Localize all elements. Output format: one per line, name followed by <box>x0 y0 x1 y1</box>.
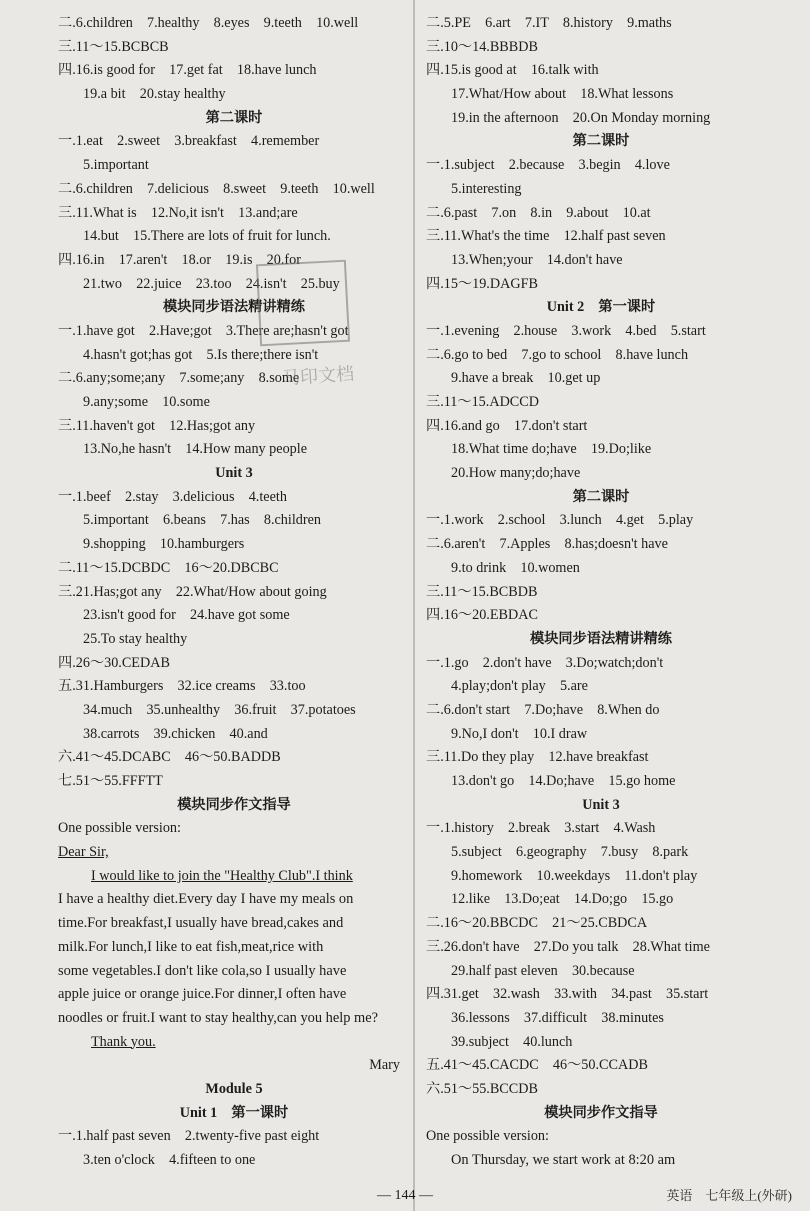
left-line: Unit 1 第一课时 <box>179 1104 289 1121</box>
right-line: 19.in the afternoon 20.On Monday morning <box>451 109 711 126</box>
right-line: 三.10～14.BBBDB <box>426 38 538 55</box>
right-line: 第二课时 <box>572 133 630 150</box>
right-line: 20.How many;do;have <box>451 465 581 482</box>
stamp-box <box>256 260 350 347</box>
right-line: 三.11.What's the time 12.half past seven <box>426 228 666 245</box>
left-line: 二.6.any;some;any 7.some;any 8.some <box>58 370 300 387</box>
left-line: 一.1.beef 2.stay 3.delicious 4.teeth <box>58 488 287 505</box>
left-line: 9.shopping 10.hamburgers <box>83 536 245 553</box>
left-line: Module 5 <box>205 1080 263 1097</box>
left-line: I have a healthy diet.Every day I have my meals on <box>58 891 354 908</box>
right-line: 四.15.is good at 16.talk with <box>426 62 599 79</box>
right-line: 三.11～15.ADCCD <box>426 394 539 410</box>
left-line: 二.6.children 7.healthy 8.eyes 9.teeth 10.well <box>58 15 359 31</box>
page-number: — 144 — <box>377 1188 433 1203</box>
left-line: 二.6.children 7.delicious 8.sweet 9.teeth 10.well <box>58 180 375 197</box>
right-line: 9.to drink 10.women <box>451 559 580 576</box>
left-line: 13.No,he hasn't 14.How many people <box>83 441 308 458</box>
right-line: 29.half past eleven 30.because <box>451 962 635 979</box>
right-line: 一.1.work 2.school 3.lunch 4.get 5.play <box>426 512 694 529</box>
left-line: Unit 3 <box>215 465 253 482</box>
right-line: 四.15～19.DAGFB <box>426 275 538 292</box>
right-line: 三.11.Do they play 12.have breakfast <box>426 749 649 766</box>
left-line: some vegetables.I don't like cola,so I usually have <box>58 962 347 979</box>
left-line: 二.11～15.DCBDC 16～20.DBCBC <box>58 559 279 576</box>
right-line: 三.26.don't have 27.Do you talk 28.What time <box>426 938 710 955</box>
right-line: 一.1.subject 2.because 3.begin 4.love <box>426 157 670 174</box>
right-line: 二.5.PE 6.art 7.IT 8.history 9.maths <box>426 15 672 31</box>
right-line: 9.have a break 10.get up <box>451 370 601 387</box>
right-line: 一.1.go 2.don't have 3.Do;watch;don't <box>426 654 664 671</box>
left-line: 34.much 35.unhealthy 36.fruit 37.potatoes <box>83 701 356 718</box>
right-line: 36.lessons 37.difficult 38.minutes <box>451 1009 664 1026</box>
left-column <box>58 12 410 1173</box>
left-line: apple juice or orange juice.For dinner,I often have <box>58 986 347 1003</box>
column-divider <box>413 0 415 1211</box>
left-line: 三.11～15.BCBCB <box>58 38 169 55</box>
right-line: 9.homework 10.weekdays 11.don't play <box>451 867 698 884</box>
right-line: 六.51～55.BCCDB <box>426 1080 538 1097</box>
left-line: 14.but 15.There are lots of fruit for lunch. <box>83 228 331 245</box>
left-line: One possible version: <box>58 820 181 837</box>
right-line: 第二课时 <box>572 488 630 505</box>
right-line: One possible version: <box>426 1128 549 1145</box>
right-line: 5.interesting <box>451 180 522 197</box>
right-line: 18.What time do;have 19.Do;like <box>451 441 652 458</box>
right-line: 5.subject 6.geography 7.busy 8.park <box>451 844 689 861</box>
left-line: 一.1.have got 2.Have;got 3.There are;hasn't got <box>58 322 349 339</box>
left-line: 四.26～30.CEDAB <box>58 654 170 671</box>
left-line: 一.1.half past seven 2.twenty-five past eight <box>58 1128 320 1145</box>
right-line: 4.play;don't play 5.are <box>451 678 588 695</box>
right-line: 四.16.and go 17.don't start <box>426 417 588 434</box>
left-line: 一.1.eat 2.sweet 3.breakfast 4.remember <box>58 133 320 150</box>
stamp-text: 马印文档 <box>281 363 355 389</box>
left-line: 5.important 6.beans 7.has 8.children <box>83 512 321 529</box>
left-line: 模块同步语法精讲精练 <box>163 299 305 316</box>
left-line: 三.11.What is 12.No,it isn't 13.and;are <box>58 204 298 221</box>
left-line: 5.important <box>83 157 149 174</box>
right-line: 二.6.don't start 7.Do;have 8.When do <box>426 701 660 718</box>
left-line: Dear Sir, <box>58 844 109 861</box>
left-line: 三.11.haven't got 12.Has;got any <box>58 417 256 434</box>
right-line: 三.11～15.BCBDB <box>426 583 538 600</box>
right-column <box>426 12 776 1173</box>
right-line: 模块同步作文指导 <box>544 1104 658 1121</box>
right-line: 39.subject 40.lunch <box>451 1033 573 1050</box>
left-line: time.For breakfast,I usually have bread,cakes and <box>58 915 344 932</box>
footer-subject: 英语 七年级上(外研) <box>666 1188 792 1203</box>
left-line: 38.carrots 39.chicken 40.and <box>83 725 268 742</box>
right-line: 四.16～20.EBDAC <box>426 607 538 624</box>
left-line: 四.16.in 17.aren't 18.or 19.is 20.for <box>58 251 301 268</box>
page-footer <box>0 1186 810 1206</box>
right-line: 二.6.past 7.on 8.in 9.about 10.at <box>426 204 651 221</box>
left-line: Thank you. <box>91 1033 156 1050</box>
left-line: 25.To stay healthy <box>83 630 188 647</box>
left-line: milk.For lunch,I like to eat fish,meat,rice with <box>58 938 324 955</box>
right-line: 一.1.history 2.break 3.start 4.Wash <box>426 820 656 837</box>
right-line: 二.6.go to bed 7.go to school 8.have lunch <box>426 346 689 363</box>
right-line: 17.What/How about 18.What lessons <box>451 86 674 103</box>
right-line: Unit 2 第一课时 <box>546 299 656 316</box>
right-line: 五.41～45.CACDC 46～50.CCADB <box>426 1057 648 1074</box>
right-line: 二.6.aren't 7.Apples 8.has;doesn't have <box>426 536 668 553</box>
left-line: 第二课时 <box>205 109 263 126</box>
right-line: 9.No,I don't 10.I draw <box>451 725 588 742</box>
right-line: 12.like 13.Do;eat 14.Do;go 15.go <box>451 891 674 908</box>
left-line: Mary <box>369 1057 400 1074</box>
left-line: 21.two 22.juice 23.too 24.isn't 25.buy <box>83 275 340 292</box>
right-line: 13.don't go 14.Do;have 15.go home <box>451 773 676 789</box>
left-line: 六.41～45.DCABC 46～50.BADDB <box>58 749 281 766</box>
left-line: noodles or fruit.I want to stay healthy,can you help me? <box>58 1009 378 1026</box>
right-line: On Thursday, we start work at 8:20 am <box>451 1152 676 1168</box>
right-line: 四.31.get 32.wash 33.with 34.past 35.start <box>426 986 709 1003</box>
right-line: Unit 3 <box>582 796 620 813</box>
right-line: 模块同步语法精讲精练 <box>530 630 672 647</box>
left-line: 23.isn't good for 24.have got some <box>83 607 290 624</box>
left-line: 9.any;some 10.some <box>83 394 210 410</box>
left-line: 三.21.Has;got any 22.What/How about going <box>58 583 327 600</box>
left-line: 19.a bit 20.stay healthy <box>83 86 226 103</box>
left-line: 4.hasn't got;has got 5.Is there;there isn't <box>83 346 319 363</box>
left-line: I would like to join the "Healthy Club".I think <box>91 867 353 884</box>
right-line: 一.1.evening 2.house 3.work 4.bed 5.start <box>426 322 706 339</box>
right-line: 二.16～20.BBCDC 21～25.CBDCA <box>426 915 648 932</box>
left-line: 七.51～55.FFFTT <box>58 773 163 789</box>
right-line: 13.When;your 14.don't have <box>451 251 623 268</box>
left-line: 四.16.is good for 17.get fat 18.have lunch <box>58 62 317 79</box>
left-line: 模块同步作文指导 <box>177 796 291 813</box>
left-line: 3.ten o'clock 4.fifteen to one <box>83 1152 256 1168</box>
left-line: 五.31.Hamburgers 32.ice creams 33.too <box>58 678 306 695</box>
